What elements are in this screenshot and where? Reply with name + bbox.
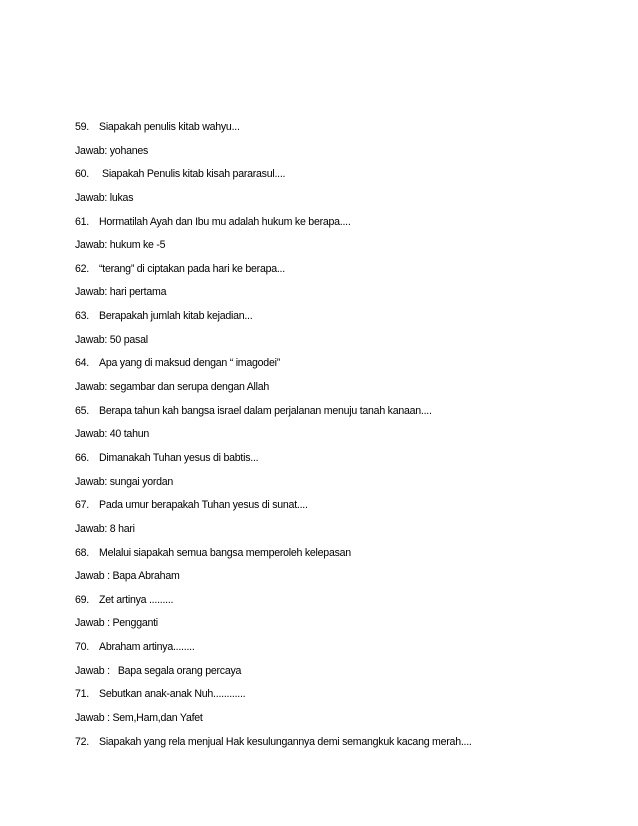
answer-70: Jawab : Bapa segala orang percaya [75,664,242,677]
question-text: Berapa tahun kah bangsa israel dalam perjalanan menuju tanah kanaan.... [99,404,432,417]
question-68 [75,545,595,569]
question-number: 71. [75,688,89,701]
question-70 [75,639,595,663]
question-text: Siapakah penulis kitab wahyu... [99,121,240,133]
question-number: 70. [75,641,89,654]
answer-61: Jawab: hukum ke -5 [75,239,166,252]
qa-list [75,119,595,757]
question-63 [75,308,595,332]
question-number: 68. [75,546,89,559]
question-66 [75,450,595,474]
answer-67: Jawab: 8 hari [75,522,135,535]
question-65 [75,403,595,427]
question-number: 69. [75,593,89,606]
question-text: Hormatilah Ayah dan Ibu mu adalah hukum ke berapa.... [99,215,351,228]
question-text: Melalui siapakah semua bangsa memperoleh kelepasan [99,546,351,559]
answer-71: Jawab : Sem,Ham,dan Yafet [75,712,203,725]
answer-63: Jawab: 50 pasal [75,333,148,346]
question-69 [75,592,595,616]
answer-69: Jawab : Pengganti [75,617,158,630]
question-text: “terang” di ciptakan pada hari ke berapa... [99,262,285,275]
answer-68: Jawab : Bapa Abraham [75,570,180,583]
question-64 [75,355,595,379]
question-number: 67. [75,499,89,512]
question-text: Apa yang di maksud dengan “ imagodei” [99,357,280,370]
question-67 [75,497,595,521]
question-number: 65. [75,404,89,417]
question-number: 62. [75,262,89,275]
question-number: 63. [75,310,89,323]
answer-66: Jawab: sungai yordan [75,475,174,488]
answer-59: Jawab: yohanes [75,144,149,157]
question-number: 61. [75,215,89,228]
question-number: 60. [75,168,89,181]
question-71 [75,686,595,710]
answer-64: Jawab: segambar dan serupa dengan Allah [75,381,270,394]
answer-65: Jawab: 40 tahun [75,428,149,441]
question-text: Sebutkan anak-anak Nuh............ [99,688,246,701]
question-number: 64. [75,357,89,370]
question-59 [75,119,595,143]
question-text: Dimanakah Tuhan yesus di babtis... [99,451,259,464]
question-72 [75,734,595,758]
question-number: 59. [75,121,89,133]
answer-60: Jawab: lukas [75,191,134,204]
question-text: Siapakah yang rela menjual Hak kesulungannya demi semangkuk kacang merah.... [99,735,472,748]
question-60 [75,166,595,190]
question-text: Pada umur berapakah Tuhan yesus di sunat.... [99,499,308,512]
answer-62: Jawab: hari pertama [75,286,167,299]
question-61 [75,214,595,238]
question-text: Zet artinya ......... [99,593,174,606]
question-text: Siapakah Penulis kitab kisah pararasul.... [102,168,286,181]
question-number: 72. [75,735,89,748]
question-text: Abraham artinya........ [99,641,195,654]
question-text: Berapakah jumlah kitab kejadian... [99,310,253,323]
question-62 [75,261,595,285]
question-number: 66. [75,451,89,464]
